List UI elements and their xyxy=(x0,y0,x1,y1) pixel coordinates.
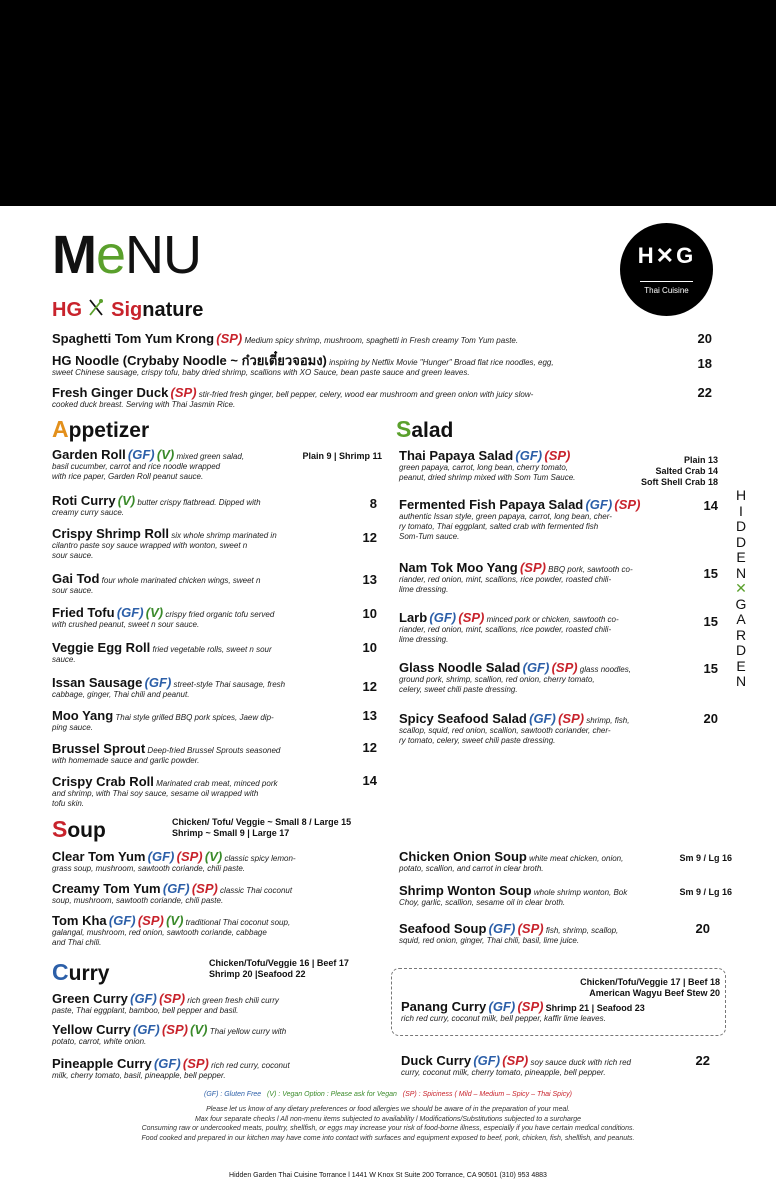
legend-keys: (GF) : Gluten Free (V) : Vegan Option : Please ask for Vegan (SP) : Spiciness ( Mild – Medium – Spicy – Thai Spicy) xyxy=(204,1091,572,1098)
soup-pricing: Chicken/ Tofu/ Veggie ~ Small 8 / Large 15 Shrimp ~ Small 9 | Large 17 xyxy=(172,817,352,838)
soup-item-clear-tom-yum: Clear Tom Yum (GF) (SP) (V) classic spicy lemon- grass soup, mushroom, sawtooth coriande, chili paste. xyxy=(52,849,296,873)
price: 20 xyxy=(703,711,718,726)
curry-item-green: Green Curry (GF) (SP) rich green fresh chili curry paste, Thai eggplant, bamboo, bell pepper and basil. xyxy=(52,991,279,1015)
appetizer-item-moo-yang: Moo Yang Thai style grilled BBQ pork spices, Jaew dip- ping sauce. xyxy=(52,708,274,732)
soup-item-shrimp-wonton: Shrimp Wonton Soup whole shrimp wonton, Bok Choy, garlic, scallion, sesame oil in clear broth. xyxy=(399,883,628,907)
price: 14 xyxy=(362,773,377,788)
appetizer-item-brussel-sprout: Brussel Sprout Deep-fried Brussel Sprouts seasoned with homemade sauce and garlic powder. xyxy=(52,741,281,765)
logo-mark: H✕G xyxy=(637,243,696,268)
price: Sm 9 / Lg 16 xyxy=(679,853,732,863)
curry-item-pineapple: Pineapple Curry (GF) (SP) rich red curry, coconut milk, cherry tomato, basil, pineapple, bell pepper. xyxy=(52,1056,290,1080)
fork-knife-icon xyxy=(88,298,106,322)
price: 15 xyxy=(703,566,718,581)
price-list: Plain 13 Salted Crab 14 Soft Shell Crab 18 xyxy=(640,455,718,487)
soup-item-chicken-onion: Chicken Onion Soup white meat chicken, onion, potato, scallion, and carrot in clear broth. xyxy=(399,849,624,873)
hidden-garden-vertical-text: H I D D E N ✕ G A R D E N xyxy=(733,488,749,690)
price: 12 xyxy=(362,530,377,545)
price: 10 xyxy=(362,606,377,621)
price: 12 xyxy=(362,740,377,755)
signature-item-hg-noodle: HG Noodle (Crybaby Noodle ~ ก๋วยเตี๋ยวจอมง) inspiring by Netflix Movie "Hunger" Broad flat rice noodles, egg, sweet Chinese sausage, crispy tofu, baby dried shrimp, scallions with XO Sauce, bean paste sauce and green leaves. xyxy=(52,353,554,377)
restaurant-logo xyxy=(620,223,713,316)
signature-heading: HG Signature xyxy=(52,299,204,321)
soup-item-tom-kha: Tom Kha (GF) (SP) (V) traditional Thai coconut soup, galangal, mushroom, red onion, sawtooth coriande, cabbage and Thai chili. xyxy=(52,913,291,947)
salad-item-thai-papaya: Thai Papaya Salad (GF) (SP) green papaya, carrot, long bean, cherry tomato, peanut, dried shrimp mixed with Som Tum Sauce. xyxy=(399,448,576,482)
signature-item-spaghetti: Spaghetti Tom Yum Krong (SP) Medium spicy shrimp, mushroom, spaghetti in Fresh creamy Tom Yum paste. xyxy=(52,331,519,346)
price: Sm 9 / Lg 16 xyxy=(679,887,732,897)
curry-item-panang: Panang Curry (GF) (SP) Shrimp 21 | Seafood 23 rich red curry, coconut milk, bell pepper, kaffir lime leaves. xyxy=(401,999,645,1023)
price: 14 xyxy=(703,498,718,513)
appetizer-item-crispy-shrimp-roll: Crispy Shrimp Roll six whole shrimp marinated in cilantro paste soy sauce wrapped with wonton, sweet n sour sauce. xyxy=(52,526,277,560)
salad-item-larb: Larb (GF) (SP) minced pork or chicken, sawtooth co- riander, red onion, mint, scallions, rice powder, roasted chili- lime dressing. xyxy=(399,610,619,644)
curry-item-yellow: Yellow Curry (GF) (SP) (V) Thai yellow curry with potato, carrot, white onion. xyxy=(52,1022,287,1046)
appetizer-item-veggie-egg-roll: Veggie Egg Roll fried vegetable rolls, sweet n sour sauce. xyxy=(52,640,272,664)
price: Plain 9 | Shrimp 11 xyxy=(302,451,382,461)
salad-item-spicy-seafood: Spicy Seafood Salad (GF) (SP) shrimp, fish, scallop, squid, red onion, scallion, sawtooth coriander, cher- ry tomato, celery, sweet chili paste dressing. xyxy=(399,711,630,745)
menu-title: MeNU xyxy=(52,225,202,285)
price: 18 xyxy=(697,356,712,371)
price: 13 xyxy=(362,572,377,587)
price: 13 xyxy=(362,708,377,723)
appetizer-item-roti-curry: Roti Curry (V) butter crispy flatbread. Dipped with creamy curry sauce. xyxy=(52,493,261,517)
appetizer-item-fried-tofu: Fried Tofu (GF) (V) crispy fried organic tofu served with crushed peanut, sweet n sour sauce. xyxy=(52,605,275,629)
price: 20 xyxy=(695,921,710,936)
price: 15 xyxy=(703,614,718,629)
logo-subtitle: Thai Cuisine xyxy=(644,286,689,295)
appetizer-heading: Appetizer xyxy=(52,416,150,442)
salad-heading: Salad xyxy=(396,416,454,442)
logo-underline xyxy=(640,281,693,282)
appetizer-item-crispy-crab-roll: Crispy Crab Roll Marinated crab meat, minced pork and shrimp, with Thai soy sauce, sesame oil wrapped with tofu skin. xyxy=(52,774,278,808)
soup-heading: Soup xyxy=(52,816,106,842)
soup-item-seafood-soup: Seafood Soup (GF) (SP) fish, shrimp, scallop, squid, red onion, ginger, Thai chili, basil, lime juice. xyxy=(399,921,619,945)
salad-item-nam-tok-moo-yang: Nam Tok Moo Yang (SP) BBQ pork, sawtooth co- riander, red onion, mint, scallions, rice powder, roasted chili- lime dressing. xyxy=(399,560,633,594)
fork-knife-icon: ✕ xyxy=(735,580,747,596)
panang-pricing: Chicken/Tofu/Veggie 17 | Beef 18 American Wagyu Beef Stew 20 xyxy=(580,977,720,998)
price: 22 xyxy=(695,1053,710,1068)
appetizer-item-issan-sausage: Issan Sausage (GF) street-style Thai sausage, fresh cabbage, ginger, Thai chili and peanut. xyxy=(52,675,286,699)
appetizer-item-garden-roll: Garden Roll (GF) (V) mixed green salad, basil cucumber, carrot and rice noodle wrapped with rice paper, Garden Roll peanut sauce. xyxy=(52,447,245,481)
price: 15 xyxy=(703,661,718,676)
price: 20 xyxy=(697,331,712,346)
footer-address: Hidden Garden Thai Cuisine Torrance l 1441 W Knox St Suite 200 Torrance, CA 90501 (310) 953 4883 xyxy=(229,1172,547,1179)
soup-item-creamy-tom-yum: Creamy Tom Yum (GF) (SP) classic Thai coconut soup, mushroom, sawtooth coriande, chili paste. xyxy=(52,881,293,905)
curry-item-duck: Duck Curry (GF) (SP) soy sauce duck with rich red curry, coconut milk, cherry tomato, pineapple, bell pepper. xyxy=(401,1053,631,1077)
top-black-banner xyxy=(0,0,776,206)
price: 12 xyxy=(362,679,377,694)
salad-item-fermented-fish-papaya: Fermented Fish Papaya Salad (GF) (SP) authentic Issan style, green papaya, carrot, long bean, cher- ry tomato, Thai eggplant, salted crab with fermented fish Som-Tum sauce. xyxy=(399,497,641,541)
curry-pricing: Chicken/Tofu/Veggie 16 | Beef 17 Shrimp 20 |Seafood 22 xyxy=(209,958,349,979)
salad-item-glass-noodle: Glass Noodle Salad (GF) (SP) glass noodles, ground pork, shrimp, scallion, red onion, cherry tomato, celery, sweet chili paste dressing. xyxy=(399,660,631,694)
price: 22 xyxy=(697,385,712,400)
curry-heading: Curry xyxy=(52,959,110,985)
price: 8 xyxy=(369,496,377,511)
legend-notes: Please let us know of any dietary preferences or food allergies we should be aware of in the preparation of your meal. Max four separate checks l All non-menu items subjected to availability l Modifications/Substitutions subjected to a surcharge Consuming raw or undercooked meats, poultry, shellfish, or eggs may increase your risk of food-borne illness, especially if you have certain medical conditions. Food cooked and prepared in our kitchen may have come into contact with surfaces and equipment exposed to beef, pork, chicken, fish, shellfish, and peanuts. xyxy=(141,1106,635,1142)
price: 10 xyxy=(362,640,377,655)
signature-item-ginger-duck: Fresh Ginger Duck (SP) stir-fried fresh ginger, bell pepper, celery, wood ear mushroom and green onion with juicy slow- cooked duck breast. Serving with Thai Jasmin Rice. xyxy=(52,385,534,409)
appetizer-item-gai-tod: Gai Tod four whole marinated chicken wings, sweet n sour sauce. xyxy=(52,571,261,595)
